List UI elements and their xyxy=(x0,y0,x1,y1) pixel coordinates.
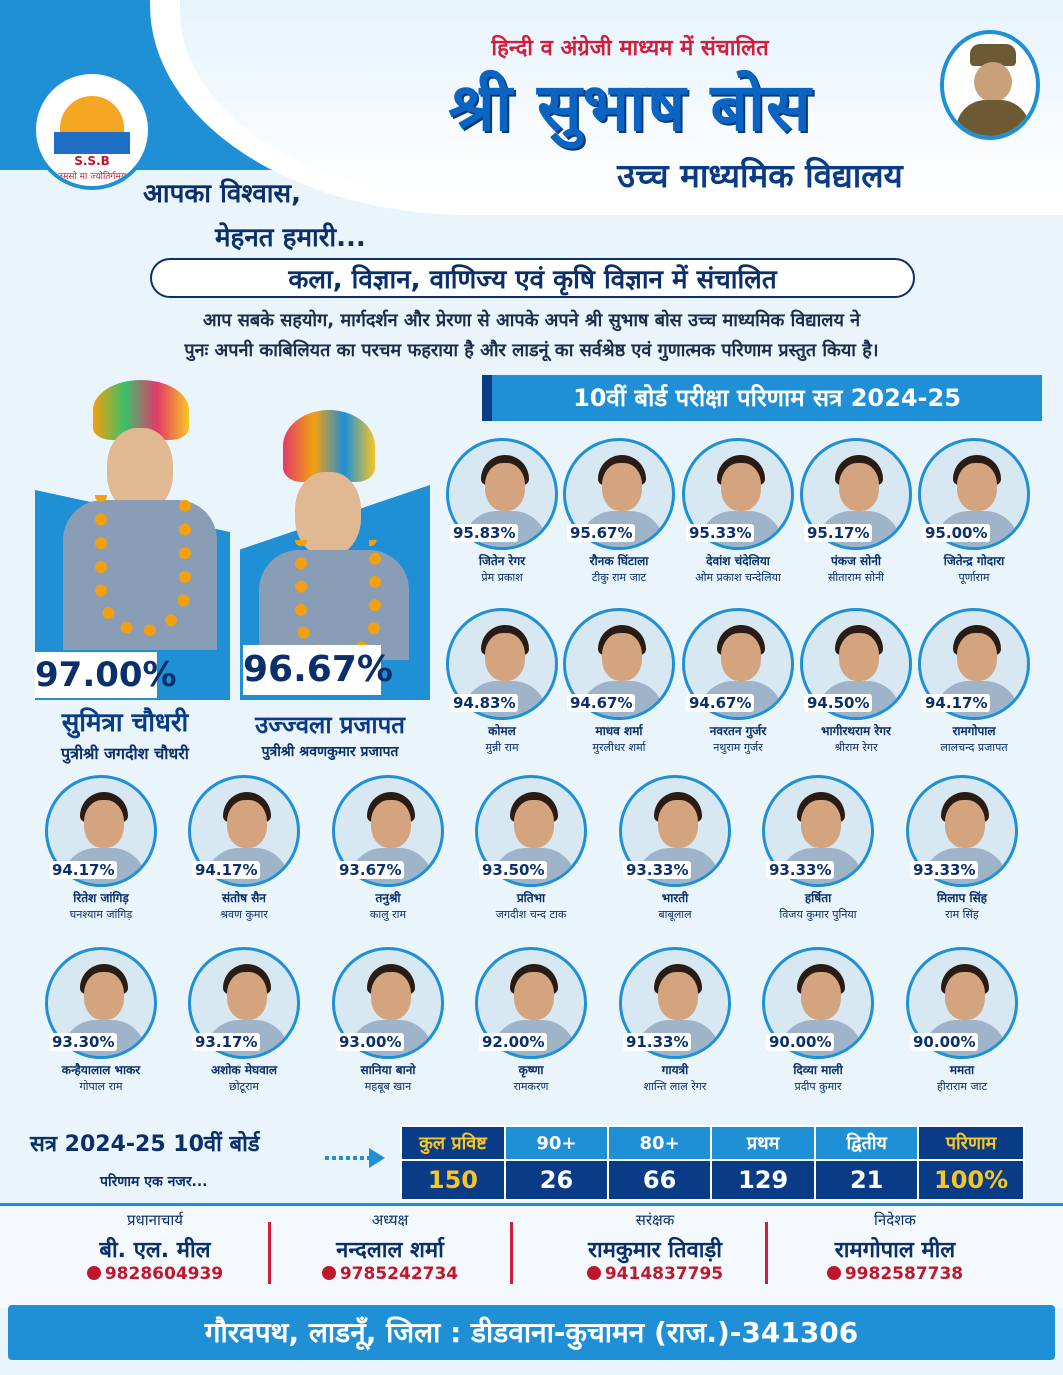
face-icon xyxy=(801,972,841,1020)
student-name: देवांश चंदेलिया xyxy=(706,554,770,568)
face-icon xyxy=(721,633,761,681)
address-footer: गौरवपथ, लाडनूँ, जिला : डीडवाना-कुचामन (राज.)-341306 xyxy=(8,1305,1055,1360)
topper-1-parent: पुत्रीश्री जगदीश चौधरी xyxy=(61,744,189,763)
student-percent: 95.67% xyxy=(567,524,635,542)
student-parent: महबूब खान xyxy=(364,1080,412,1093)
summary-title: सत्र 2024-25 10वीं बोर्ड xyxy=(30,1132,260,1157)
student-name: दिव्या माली xyxy=(793,1063,843,1077)
student-name: गायत्री xyxy=(661,1063,689,1077)
student-name: रामगोपाल xyxy=(952,724,996,738)
topper-2-photo xyxy=(255,410,415,660)
student-name: रौनक घिंटाला xyxy=(589,554,649,568)
student-parent: प्रेम प्रकाश xyxy=(481,571,523,584)
student-card xyxy=(45,775,157,925)
topper-1-name: सुमित्रा चौधरी xyxy=(61,708,189,738)
student-parent: रामकरण xyxy=(513,1080,549,1093)
arrow-right-icon xyxy=(325,1148,385,1168)
slogan-line-2: मेहनत हमारी... xyxy=(215,223,366,253)
topper-2-parent: पुत्रीश्री श्रवणकुमार प्रजापत xyxy=(261,744,399,760)
sun-icon xyxy=(60,96,124,132)
student-parent: ओम प्रकाश चन्देलिया xyxy=(695,571,781,584)
student-parent: गोपाल राम xyxy=(79,1080,123,1093)
summary-header: प्रथम xyxy=(711,1126,815,1160)
face-icon xyxy=(485,463,525,511)
student-parent: राम सिंह xyxy=(945,908,979,921)
official-name: रामगोपाल मील xyxy=(834,1238,956,1263)
student-card xyxy=(188,775,300,925)
student-percent: 90.00% xyxy=(910,1033,978,1051)
student-parent: बाबूलाल xyxy=(658,908,692,921)
student-card xyxy=(446,608,558,758)
face-icon xyxy=(957,463,997,511)
student-parent: घनश्याम जांगिड़ xyxy=(69,908,133,921)
student-percent: 91.33% xyxy=(623,1033,691,1051)
official-role: अध्यक्ष xyxy=(371,1211,409,1229)
student-card xyxy=(906,947,1018,1097)
divider xyxy=(765,1222,768,1284)
phone-icon xyxy=(587,1266,601,1280)
phone-icon xyxy=(87,1266,101,1280)
student-name: मिलाप सिंह xyxy=(936,891,988,905)
student-card xyxy=(619,947,731,1097)
student-percent: 93.33% xyxy=(623,861,691,879)
student-parent: मुन्नी राम xyxy=(485,741,519,754)
student-parent: विजय कुमार पुनिया xyxy=(779,908,857,921)
student-percent: 93.67% xyxy=(336,861,404,879)
intro-line-1: आप सबके सहयोग, मार्गदर्शन और प्रेरणा से आपके अपने श्री सुभाष बोस उच्च माध्यमिक विद्यालय ने xyxy=(202,310,861,331)
summary-value: 26 xyxy=(505,1160,608,1200)
phone-number: 9785242734 xyxy=(339,1264,459,1284)
student-name: कोमल xyxy=(488,724,516,738)
student-name: जितेन रेगर xyxy=(478,554,526,568)
student-card xyxy=(45,947,157,1097)
official-role: प्रधानाचार्य xyxy=(127,1211,183,1229)
student-card xyxy=(906,775,1018,925)
official-president xyxy=(280,1210,500,1284)
phone-icon xyxy=(827,1266,841,1280)
student-card xyxy=(332,947,444,1097)
official-name: नन्दलाल शर्मा xyxy=(336,1238,444,1263)
student-name: प्रतिभा xyxy=(516,891,546,905)
divider xyxy=(510,1222,513,1284)
student-name: सानिया बानो xyxy=(360,1063,416,1077)
student-name: अशोक मेघवाल xyxy=(210,1063,277,1077)
summary-header: 80+ xyxy=(608,1126,711,1160)
result-title: 10वीं बोर्ड परीक्षा परिणाम सत्र 2024-25 xyxy=(482,375,1042,421)
divider xyxy=(268,1222,271,1284)
school-logo xyxy=(32,70,152,190)
student-card xyxy=(682,438,794,588)
face-icon xyxy=(658,972,698,1020)
student-percent: 94.17% xyxy=(49,861,117,879)
student-percent: 94.50% xyxy=(804,694,872,712)
founder-portrait xyxy=(940,30,1040,140)
face-icon xyxy=(227,800,267,848)
face-icon xyxy=(602,463,642,511)
student-name: भागीरथराम रेगर xyxy=(821,724,891,738)
student-percent: 94.17% xyxy=(922,694,990,712)
student-name: पंकज सोनी xyxy=(830,554,882,568)
student-parent: लालचन्द प्रजापत xyxy=(940,741,1008,754)
official-director xyxy=(785,1210,1005,1284)
garland-icon xyxy=(95,495,191,637)
official-principal xyxy=(45,1210,265,1284)
student-parent: कालु राम xyxy=(369,908,407,921)
student-percent: 95.00% xyxy=(922,524,990,542)
student-name: जितेन्द्र गोदारा xyxy=(943,554,1005,568)
official-role: निदेशक xyxy=(874,1211,916,1229)
official-phone[interactable] xyxy=(530,1264,780,1284)
face-icon xyxy=(485,633,525,681)
slogan-line-1: आपका विश्वास, xyxy=(143,179,301,209)
student-card xyxy=(619,775,731,925)
student-parent: शान्ति लाल रेगर xyxy=(643,1080,707,1093)
student-parent: मुरलीधर शर्मा xyxy=(592,741,646,754)
student-parent: नथुराम गुर्जर xyxy=(713,741,763,754)
student-name: कन्हैयालाल भाकर xyxy=(61,1063,141,1077)
student-card xyxy=(188,947,300,1097)
official-name: रामकुमार तिवाड़ी xyxy=(588,1238,722,1263)
student-card xyxy=(800,608,912,758)
face-icon xyxy=(371,972,411,1020)
garland-icon xyxy=(295,540,381,660)
student-card xyxy=(475,947,587,1097)
summary-table xyxy=(400,1125,1025,1201)
phone-number: 9414837795 xyxy=(604,1264,724,1284)
student-percent: 93.30% xyxy=(49,1033,117,1051)
summary-header: द्वितीय xyxy=(815,1126,918,1160)
summary-value: 100% xyxy=(918,1160,1024,1200)
face-icon xyxy=(721,463,761,511)
student-percent: 94.17% xyxy=(192,861,260,879)
student-percent: 93.50% xyxy=(479,861,547,879)
student-percent: 95.17% xyxy=(804,524,872,542)
sea-icon xyxy=(54,132,130,154)
face-icon xyxy=(945,800,985,848)
face-icon xyxy=(371,800,411,848)
student-percent: 95.83% xyxy=(450,524,518,542)
topper-2-percent: 96.67% xyxy=(243,645,381,695)
topper-1-percent: 97.00% xyxy=(35,652,157,698)
student-name: रितेश जांगिड़ xyxy=(73,891,129,905)
summary-header: 90+ xyxy=(505,1126,608,1160)
student-card xyxy=(563,608,675,758)
student-parent: टीकु राम जाट xyxy=(591,571,647,584)
face-icon xyxy=(945,972,985,1020)
student-card xyxy=(682,608,794,758)
student-card xyxy=(563,438,675,588)
student-percent: 94.67% xyxy=(686,694,754,712)
topper-1-photo xyxy=(55,380,225,650)
coat-icon xyxy=(956,100,1030,140)
phone-icon xyxy=(322,1266,336,1280)
face-icon xyxy=(602,633,642,681)
student-percent: 94.83% xyxy=(450,694,518,712)
official-phone[interactable] xyxy=(280,1264,500,1284)
student-parent: जगदीश चन्द टाक xyxy=(495,908,567,921)
student-parent: सीताराम सोनी xyxy=(827,571,885,584)
student-card xyxy=(332,775,444,925)
summary-value: 66 xyxy=(608,1160,711,1200)
student-percent: 92.00% xyxy=(479,1033,547,1051)
summary-value: 129 xyxy=(711,1160,815,1200)
student-name: कृष्णा xyxy=(518,1063,544,1077)
topper-2-name: उज्ज्वला प्रजापत xyxy=(255,711,405,739)
student-parent: पूर्णाराम xyxy=(958,571,990,584)
student-card xyxy=(918,438,1030,588)
student-card xyxy=(800,438,912,588)
student-parent: छोटूराम xyxy=(228,1080,260,1093)
official-patron xyxy=(530,1210,780,1284)
official-phone[interactable] xyxy=(785,1264,1005,1284)
student-card xyxy=(475,775,587,925)
student-name: भारती xyxy=(661,891,689,905)
summary-subtitle: परिणाम एक नजर... xyxy=(100,1174,208,1190)
student-name: तनुश्री xyxy=(375,891,401,905)
face-icon xyxy=(974,62,1012,102)
student-percent: 90.00% xyxy=(766,1033,834,1051)
face-icon xyxy=(957,633,997,681)
school-name: श्री सुभाष बोस xyxy=(448,69,812,146)
student-parent: हीराराम जाट xyxy=(936,1080,987,1093)
streams-banner: कला, विज्ञान, वाणिज्य एवं कृषि विज्ञान में संचालित xyxy=(150,258,915,298)
student-card xyxy=(762,775,874,925)
phone-number: 9982587738 xyxy=(844,1264,964,1284)
logo-motto: तमसो मा ज्योतिर्गमय xyxy=(57,172,127,182)
face-icon xyxy=(227,972,267,1020)
phone-number: 9828604939 xyxy=(104,1264,224,1284)
summary-value: 150 xyxy=(401,1160,505,1200)
face-icon xyxy=(514,800,554,848)
student-name: संतोष सैन xyxy=(222,891,266,905)
student-card xyxy=(762,947,874,1097)
student-name: नवरतन गुर्जर xyxy=(709,724,767,738)
face-icon xyxy=(839,463,879,511)
school-type: उच्च माध्यमिक विद्यालय xyxy=(617,156,903,195)
official-name: बी. एल. मील xyxy=(99,1238,211,1263)
official-role: सरंक्षक xyxy=(635,1211,675,1229)
logo-text: S.S.B xyxy=(74,154,110,168)
student-percent: 93.33% xyxy=(766,861,834,879)
student-card xyxy=(446,438,558,588)
intro-line-2: पुनः अपनी काबिलियत का परचम फहराया है और लाडनूं का सर्वश्रेष्ठ एवं गुणात्मक परिणाम प्रस्तुत किया है। xyxy=(184,340,879,361)
medium-text: हिन्दी व अंग्रेजी माध्यम में संचालित xyxy=(491,36,769,61)
summary-header: परिणाम xyxy=(918,1126,1024,1160)
face-icon xyxy=(84,972,124,1020)
summary-header: कुल प्रविष्ट xyxy=(401,1126,505,1160)
face-icon xyxy=(658,800,698,848)
student-percent: 93.00% xyxy=(336,1033,404,1051)
student-percent: 93.17% xyxy=(192,1033,260,1051)
student-parent: श्रवण कुमार xyxy=(220,908,268,921)
student-name: ममता xyxy=(949,1063,975,1077)
face-icon xyxy=(84,800,124,848)
student-card xyxy=(918,608,1030,758)
summary-value: 21 xyxy=(815,1160,918,1200)
student-percent: 93.33% xyxy=(910,861,978,879)
student-parent: श्रीराम रेगर xyxy=(834,741,878,754)
student-percent: 95.33% xyxy=(686,524,754,542)
face-icon xyxy=(801,800,841,848)
face-icon xyxy=(839,633,879,681)
student-percent: 94.67% xyxy=(567,694,635,712)
student-parent: प्रदीप कुमार xyxy=(794,1080,842,1093)
student-name: हर्षिता xyxy=(804,891,832,905)
official-phone[interactable] xyxy=(45,1264,265,1284)
student-name: माधव शर्मा xyxy=(595,724,643,738)
face-icon xyxy=(514,972,554,1020)
